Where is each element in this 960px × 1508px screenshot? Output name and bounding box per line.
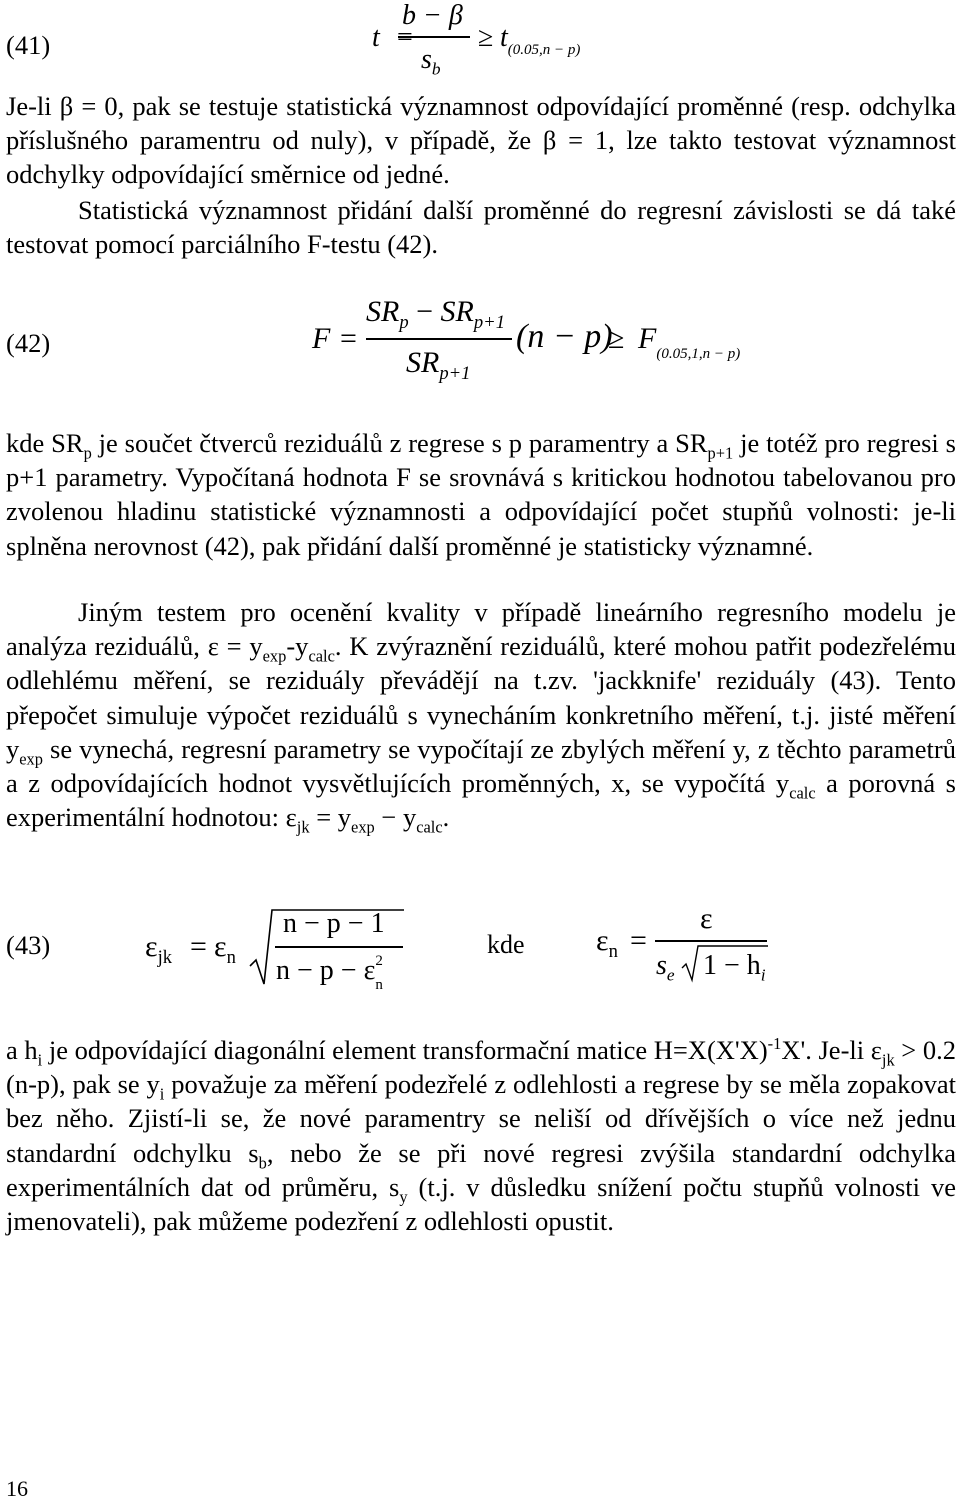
paragraph-hat-matrix: a $h_i$ je odpovídající diagonální element transformační matice $H=X(X'X)^{-1}X'$. Je-li $\varepsilon_{jk} > 0.2$ (n-p), pak se $y_i$ považuje za měření podezřelé z odlehlosti a regrese by se měla zopakovat bez něho. Zjistí-li se, že nové paramentry se neliší od dřívějších o více než jednu standardní odchylku $s_b$, nebo že se při nové regresi zvýšila standardní odchylka experimentálních dat od průměru, $s_y$ (t.j. v důsledku snížení počtu stupňů volnosti ve jmenovateli), pak můžeme podezření z odlehlosti opustit. [6, 1034, 957, 1237]
eq43-eps-n: $\varepsilon_n$ [214, 930, 236, 968]
eq42-numerator: $SR_p - SR_{p+1}$ [366, 295, 506, 333]
eq43-kde: kde [487, 930, 525, 959]
eq43-equals2: = [630, 924, 647, 957]
eq41-fraction-bar [398, 36, 470, 38]
paragraph-partial-f-test: Statistická významnost přidání další proměnné do regresní závislosti se dá také testovat pomocí parciálního F-testu (42). [6, 195, 956, 260]
eq42-lhs: F [312, 322, 331, 355]
equation-42-label: (42) [6, 328, 51, 358]
paragraph-beta-test: Je-li β = 0, pak se testuje statistická významnost odpovídající proměnné (resp. odchylka příslušného paramentru od nuly), v případě, že β = 1, lze takto testovat významnost odchylky odpovídající směrnice od jedné. [6, 91, 956, 190]
eq43-root-numerator: n − p − 1 [283, 908, 385, 939]
eq42-denominator: $SR_{p+1}$ [406, 346, 471, 384]
eq42-geq: ≥ [608, 322, 625, 355]
eq43-eps2: $\varepsilon_n$ [596, 924, 618, 962]
eq41-numerator: b − β [402, 0, 463, 31]
equation-41-label: (41) [6, 30, 51, 60]
eq42-equals: = [340, 322, 357, 355]
eq41-denominator: $s_b$ [421, 44, 441, 79]
eq43-root-denominator: n − p − ε 2 n [276, 953, 383, 993]
page-number: 16 [6, 1476, 28, 1501]
eq42-fraction-bar [366, 338, 512, 340]
eq43-frac-numerator: ε [700, 902, 713, 935]
equation-43-label: (43) [6, 930, 51, 960]
eq41-rhs: $t_{(0.05,n - p)}$ [500, 22, 581, 58]
eq43-root-fraction-bar [275, 946, 403, 948]
eq42-rhs: $F_{(0.05,1,n - p)}$ [638, 322, 741, 362]
eq43-frac-den-s: $s_e$ [656, 950, 675, 985]
eq43-equals: = [190, 930, 207, 963]
eq41-geq: ≥ [478, 22, 494, 53]
eq43-lhs: $\varepsilon_{jk}$ [145, 930, 173, 968]
paragraph-residual-analysis: Jiným testem pro ocenění kvality v případě lineárního regresního modelu je analýza reziduálů, $\varepsilon = y_{exp}-y_{calc}$. K zvýraznění reziduálů, které mohou patřit podezřelému odlehlému měření, se reziduály převádějí na t.zv. 'jackknife' reziduály (43). Tento přepočet simuluje výpočet reziduálů s vynecháním konkretního měření, t.j. jisté měření $y_{exp}$ se vynechá, regresní parametry se vypočítají ze zbylých měření y, z těchto parametrů a z odpovídajících hodnot vysvětlujících proměnných, x, se vypočítá $y_{calc}$ a porovná s experimentální hodnotou: $\varepsilon_{jk} = y_{exp} - y_{calc}$. [6, 597, 956, 837]
eq42-paren: (n − p) [516, 318, 613, 355]
paragraph-sr-definition: kde $SR_p$ je součet čtverců reziduálů z regrese s p paramentry a $SR_{p+1}$ je totéž pro regresi s p+1 parametry. Vypočítaná hodnota F se srovnává s kritickou hodnotou tabelovanou pro zvolenou hladinu statistické významnosti a odpovídající počet stupňů volnosti: je-li splněna nerovnost (42), pak přidání další proměnné je statisticky významné. [6, 428, 956, 561]
eq43-frac-den-root: $1 - h_i$ [703, 950, 766, 985]
eq41-lhs: t [372, 22, 380, 53]
